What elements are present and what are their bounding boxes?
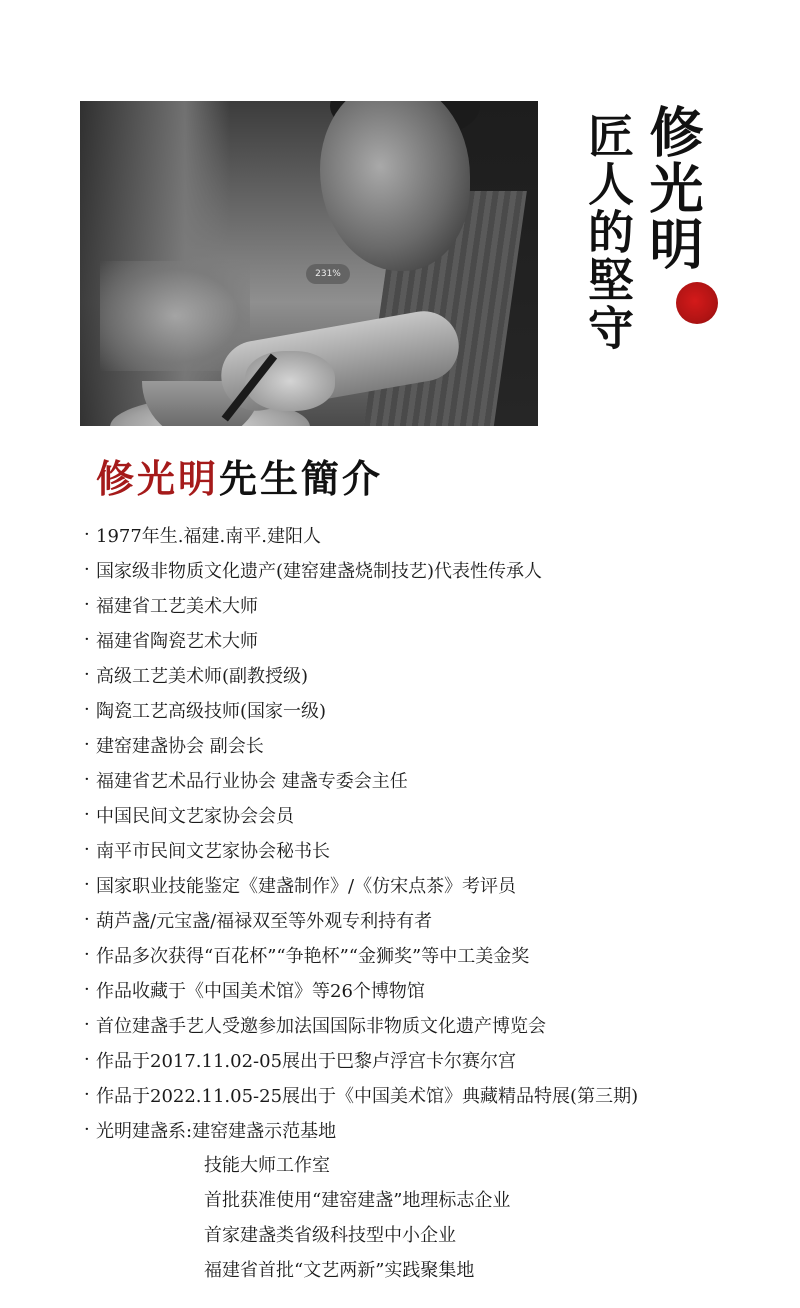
bullet-icon: ·	[84, 1049, 90, 1070]
bio-list-item	[84, 832, 638, 867]
artisan-photo	[80, 101, 538, 426]
photo-head	[320, 101, 470, 271]
bullet-icon: ·	[84, 839, 90, 860]
bio-list-item	[84, 622, 638, 657]
bio-list-item	[84, 867, 638, 902]
bio-text: 1977年生.福建.南平.建阳人	[96, 525, 321, 547]
intro-heading-rest: 先生簡介	[219, 456, 384, 501]
bio-list-item	[84, 1042, 638, 1077]
bio-text: 建窑建盏协会 副会长	[96, 735, 264, 757]
bio-text: 国家级非物质文化遗产(建窑建盏烧制技艺)代表性传承人	[96, 560, 543, 582]
bio-list-item	[84, 657, 638, 692]
bio-list-item	[84, 902, 638, 937]
bullet-icon: ·	[84, 664, 90, 685]
bio-text: 福建省工艺美术大师	[96, 595, 258, 617]
bio-text: 光明建盏系:建窑建盏示范基地	[96, 1120, 337, 1142]
bio-text: 葫芦盏/元宝盏/福禄双至等外观专利持有者	[96, 910, 433, 932]
base-list-item: 福建省首批“文艺两新”实践聚集地	[204, 1259, 475, 1281]
bullet-icon: ·	[84, 699, 90, 720]
bio-list-item	[84, 1077, 638, 1112]
bio-list-item	[84, 587, 638, 622]
bio-text: 首位建盏手艺人受邀参加法国国际非物质文化遗产博览会	[96, 1015, 546, 1037]
zoom-level-badge: 231%	[306, 264, 350, 284]
bio-text: 作品收藏于《中国美术馆》等26个博物馆	[96, 980, 425, 1002]
intro-heading-name: 修光明	[96, 456, 220, 501]
bio-list-item	[84, 1112, 638, 1147]
bio-list-item	[84, 517, 638, 552]
bullet-icon: ·	[84, 734, 90, 755]
bio-text: 作品于2022.11.05-25展出于《中国美术馆》典藏精品特展(第三期)	[96, 1085, 639, 1107]
base-list-item: 首家建盏类省级科技型中小企业	[204, 1224, 456, 1246]
bio-text: 作品多次获得“百花杯”“争艳杯”“金狮奖”等中工美金奖	[96, 945, 530, 967]
bullet-icon: ·	[84, 909, 90, 930]
bio-list-item	[84, 552, 638, 587]
bio-text: 福建省艺术品行业协会 建盏专委会主任	[96, 770, 408, 792]
bullet-icon: ·	[84, 629, 90, 650]
bio-list-item	[84, 972, 638, 1007]
base-list-item: 首批获准使用“建窑建盏”地理标志企业	[204, 1189, 511, 1211]
bullet-icon: ·	[84, 874, 90, 895]
bio-text: 陶瓷工艺高级技师(国家一级)	[96, 700, 327, 722]
bullet-icon: ·	[84, 1119, 90, 1140]
base-list	[204, 1146, 510, 1286]
bullet-icon: ·	[84, 1084, 90, 1105]
bullet-icon: ·	[84, 944, 90, 965]
bio-text: 南平市民间文艺家协会秘书长	[96, 840, 330, 862]
intro-heading	[96, 448, 383, 503]
bio-list-item	[84, 727, 638, 762]
bullet-icon: ·	[84, 1014, 90, 1035]
bio-list-item	[84, 797, 638, 832]
bio-list-item	[84, 937, 638, 972]
bio-list-item	[84, 692, 638, 727]
bullet-icon: ·	[84, 804, 90, 825]
base-list-item: 技能大师工作室	[204, 1154, 330, 1176]
bullet-icon: ·	[84, 979, 90, 1000]
vertical-title-subtitle: 匠人的堅守	[581, 112, 635, 352]
bullet-icon: ·	[84, 524, 90, 545]
bio-list	[84, 517, 638, 1147]
bio-text: 中国民间文艺家协会会员	[96, 805, 294, 827]
bio-text: 高级工艺美术师(副教授级)	[96, 665, 309, 687]
vertical-title-name: 修光明	[641, 104, 705, 272]
bullet-icon: ·	[84, 769, 90, 790]
bio-list-item	[84, 762, 638, 797]
bio-text: 国家职业技能鉴定《建盏制作》/《仿宋点茶》考评员	[96, 875, 517, 897]
bio-list-item	[84, 1007, 638, 1042]
bio-text: 福建省陶瓷艺术大师	[96, 630, 258, 652]
bio-text: 作品于2017.11.02-05展出于巴黎卢浮宫卡尔赛尔宫	[96, 1050, 517, 1072]
bullet-icon: ·	[84, 594, 90, 615]
red-seal-stamp	[676, 282, 718, 324]
bullet-icon: ·	[84, 559, 90, 580]
